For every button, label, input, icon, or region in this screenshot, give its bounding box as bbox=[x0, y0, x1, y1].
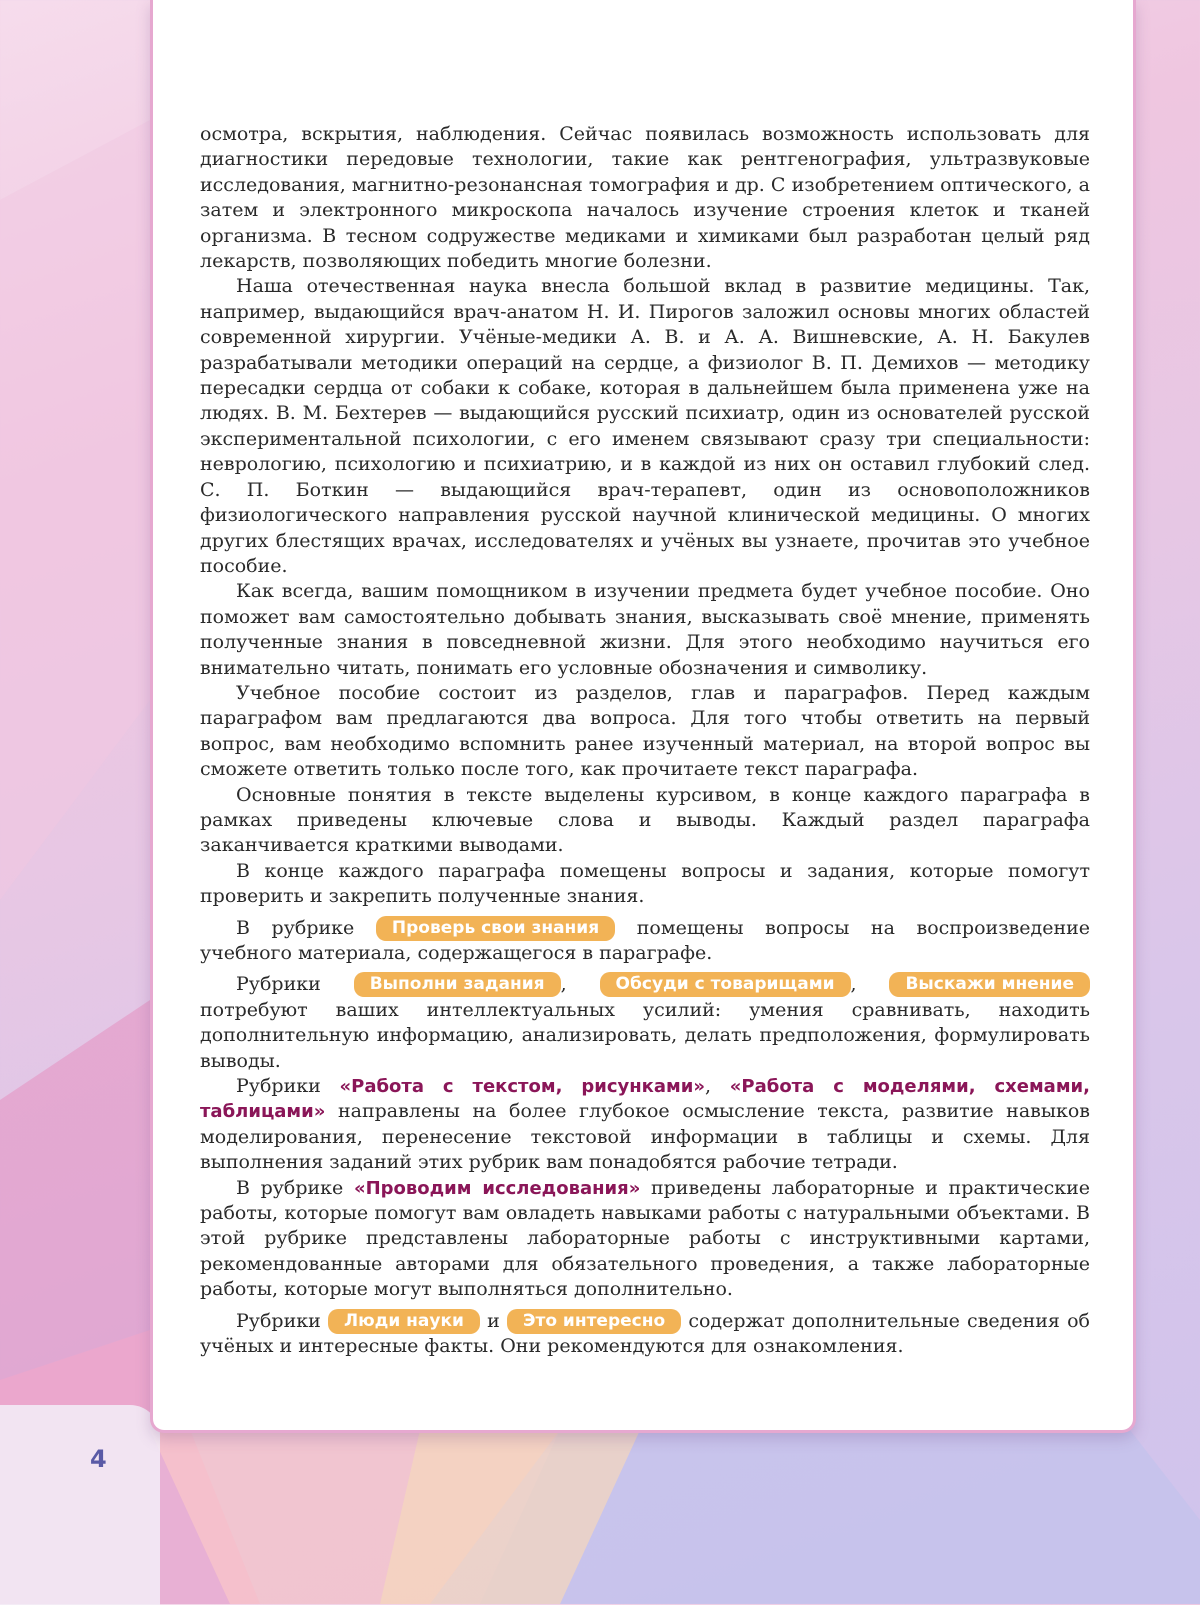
separator: , bbox=[560, 973, 567, 996]
rubric-models-work: «Работа с моделями, схемами, таблицами» bbox=[200, 1076, 1090, 1123]
page-number-tab bbox=[0, 1405, 160, 1605]
paragraph: В конце каждого параграфа помещены вопросы и задания, которые помогут проверить и закрепить полученные знания. bbox=[200, 859, 1090, 908]
text: и bbox=[487, 1309, 500, 1332]
rubric-research: «Проводим исследования» bbox=[353, 1177, 641, 1199]
badge-opinion: Выскажи мнение bbox=[889, 972, 1090, 997]
badge-check-knowledge: Проверь свои знания bbox=[376, 916, 615, 941]
separator: , bbox=[850, 973, 857, 996]
text: В рубрике bbox=[236, 1176, 344, 1199]
paragraph: Как всегда, вашим помощником в изучении предмета будет учебное пособие. Оно поможет вам самостоятельно добывать знания, высказывать своё мнение, применять полученные знания в повседневной жизни. Для этого необходимо научиться его внимательно читать, понимать его условные обозначения и символику. bbox=[200, 580, 1090, 679]
paragraph-extra-rubrics bbox=[200, 1309, 1090, 1360]
paragraph-research-rubric bbox=[200, 1176, 1090, 1303]
text: потребуют ваших интеллектуальных усилий: умения сравнивать, находить дополнительную информацию, анализировать, делать предположения, формулировать выводы. bbox=[200, 998, 1090, 1072]
text: Рубрики bbox=[236, 1075, 321, 1098]
text: Рубрики bbox=[236, 1309, 321, 1332]
body-text bbox=[200, 122, 1090, 1360]
text: помещены вопросы на воспроизведение учебного материала, содержащегося в параграфе. bbox=[200, 916, 1091, 964]
paragraph: Основные понятия в тексте выделены курсивом, в конце каждого параграфа в рамках приведены ключевые слова и выводы. Каждый раздел параграфа заканчивается краткими выводами. bbox=[200, 783, 1090, 857]
paragraph: осмотра, вскрытия, наблюдения. Сейчас появилась возможность использовать для диагностики передовые технологии, такие как рентгенография, ультразвуковые исследования, магнитно-резонансная томография и др. С изобретением оптического, а затем и электронного микроскопа началось изучение строения клеток и тканей организма. В тесном содружестве медиками и химиками был разработан целый ряд лекарств, позволяющих победить многие болезни. bbox=[200, 123, 1090, 273]
paragraph-task-rubrics bbox=[200, 972, 1090, 1074]
rubric-text-work: «Работа с текстом, рисунками» bbox=[339, 1076, 706, 1098]
text: Рубрики bbox=[236, 973, 321, 996]
text-page bbox=[150, 0, 1136, 1433]
badge-discuss: Обсуди с товарищами bbox=[600, 972, 851, 997]
separator: , bbox=[705, 1075, 712, 1098]
text: содержат дополнительные сведения об учёных и интересные факты. Они рекомендуются для ознакомления. bbox=[200, 1309, 1090, 1358]
paragraph: Учебное пособие состоит из разделов, глав и параграфов. Перед каждым параграфом вам предлагаются два вопроса. Для того чтобы ответить на первый вопрос, вам необходимо вспомнить ранее изученный материал, на второй вопрос вы сможете ответить только после того, как прочитаете текст параграфа. bbox=[200, 681, 1090, 781]
paragraph: Наша отечественная наука внесла большой вклад в развитие медицины. Так, например, выдающийся врач-анатом Н. И. Пирогов заложил основы многих областей современной хирургии. Учёные-медики А. В. и А. А. Вишневские, А. Н. Бакулев разрабатывали методики операций на сердце, а физиолог В. П. Демихов — методику пересадки сердца от собаки к собаке, которая в дальнейшем была применена уже на людях. В. М. Бехтерев — выдающийся русский психиатр, один из основателей русской экспериментальной психологии, с его именем связывают сразу три специальности: неврологию, психологию и психиатрию, и в каждой из них он оставил глубокий след. С. П. Боткин — выдающийся врач-терапевт, один из основоположников физиологического направления русской научной клинической медицины. О многих других блестящих врачах, исследователях и учёных вы узнаете, прочитав это учебное пособие. bbox=[200, 275, 1090, 577]
badge-interesting: Это интересно bbox=[507, 1309, 681, 1334]
page-number: 4 bbox=[90, 1445, 107, 1473]
paragraph-work-rubrics bbox=[200, 1074, 1090, 1176]
badge-scientists: Люди науки bbox=[328, 1309, 480, 1334]
paragraph-check-rubric bbox=[200, 916, 1090, 967]
text: В рубрике bbox=[236, 916, 355, 939]
text: приведены лабораторные и практические работы, которые помогут вам овладеть навыками работы с натуральными объектами. В этой рубрике представлены лабораторные работы с инструктивными картами, рекомендованные авторами для обязательного проведения, а также лабораторные работы, которые могут выполняться дополнительно. bbox=[200, 1176, 1090, 1301]
badge-do-tasks: Выполни задания bbox=[354, 972, 561, 997]
text: направлены на более глубокое осмысление текста, развитие навыков моделирования, перенесение текстовой информации в таблицы и схемы. Для выполнения заданий этих рубрик вам понадобятся рабочие тетради. bbox=[200, 1100, 1090, 1174]
